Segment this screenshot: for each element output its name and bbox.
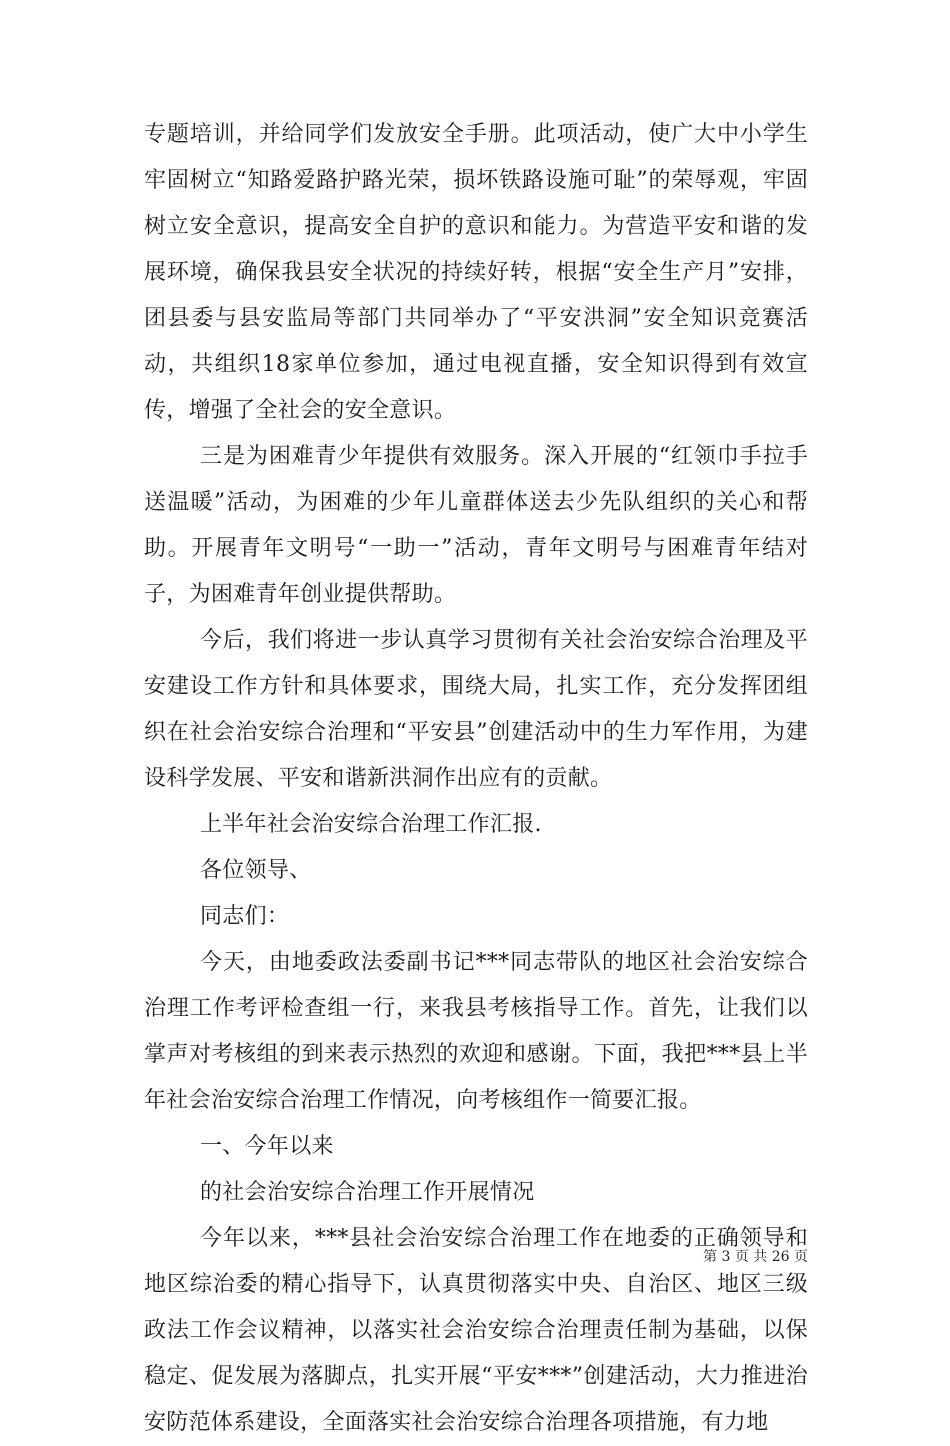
- paragraph-future-plans: 今后，我们将进一步认真学习贯彻有关社会治安综合治理及平安建设工作方针和具体要求，围绕大局，扎实工作，充分发挥团组织在社会治安综合治理和“平安县”创建活动中的生力军作用，为建设科学发展、平安和谐新洪洞作出应有的贡献。: [144, 628, 808, 791]
- section-heading-1b: 的社会治安综合治理工作开展情况: [200, 1180, 535, 1205]
- salutation-comrades: 同志们：: [200, 904, 290, 929]
- report-title: 上半年社会治安综合治理工作汇报.: [200, 812, 542, 837]
- section-heading-1a: 一、今年以来: [200, 1134, 334, 1159]
- paragraph-1-continued: 专题培训，并给同学们发放安全手册。此项活动，使广大中小学生牢固树立“知路爱路护路光荣，损坏铁路设施可耻”的荣辱观，牢固树立安全意识，提高安全自护的意识和能力。为营造平安和谐的发展环境，确保我县安全状况的持续好转，根据“安全生产月”安排，团县委与县安监局等部门共同举办了“平安洪洞”安全知识竞赛活动，共组织18家单位参加，通过电视直播，安全知识得到有效宣传，增强了全社会的安全意识。: [144, 122, 808, 423]
- paragraph-3-difficult-youth: 三是为困难青少年提供有效服务。深入开展的“红领巾手拉手送温暖”活动，为困难的少年儿童群体送去少先队组织的关心和帮助。开展青年文明号“一助一”活动，青年文明号与困难青年结对子，为困难青年创业提供帮助。: [144, 444, 808, 607]
- page-footer: [703, 1246, 808, 1266]
- paragraph-this-year: 今年以来，***县社会治安综合治理工作在地委的正确领导和地区综治委的精心指导下，认真贯彻落实中央、自治区、地区三级政法工作会议精神，以落实社会治安综合治理责任制为基础，以保稳定、促发展为落脚点，扎实开展“平安***”创建活动，大力推进治安防范体系建设，全面落实社会治安综合治理各项措施，有力地: [144, 1226, 808, 1435]
- page-number: 第 3 页 共 26 页: [703, 1249, 808, 1265]
- salutation-leaders: 各位领导、: [200, 858, 312, 883]
- paragraph-opening: 今天，由地委政法委副书记***同志带队的地区社会治安综合治理工作考评检查组一行，来我县考核指导工作。首先，让我们以掌声对考核组的到来表示热烈的欢迎和感谢。下面，我把***县上半年社会治安综合治理工作情况，向考核组作一简要汇报。: [144, 950, 808, 1113]
